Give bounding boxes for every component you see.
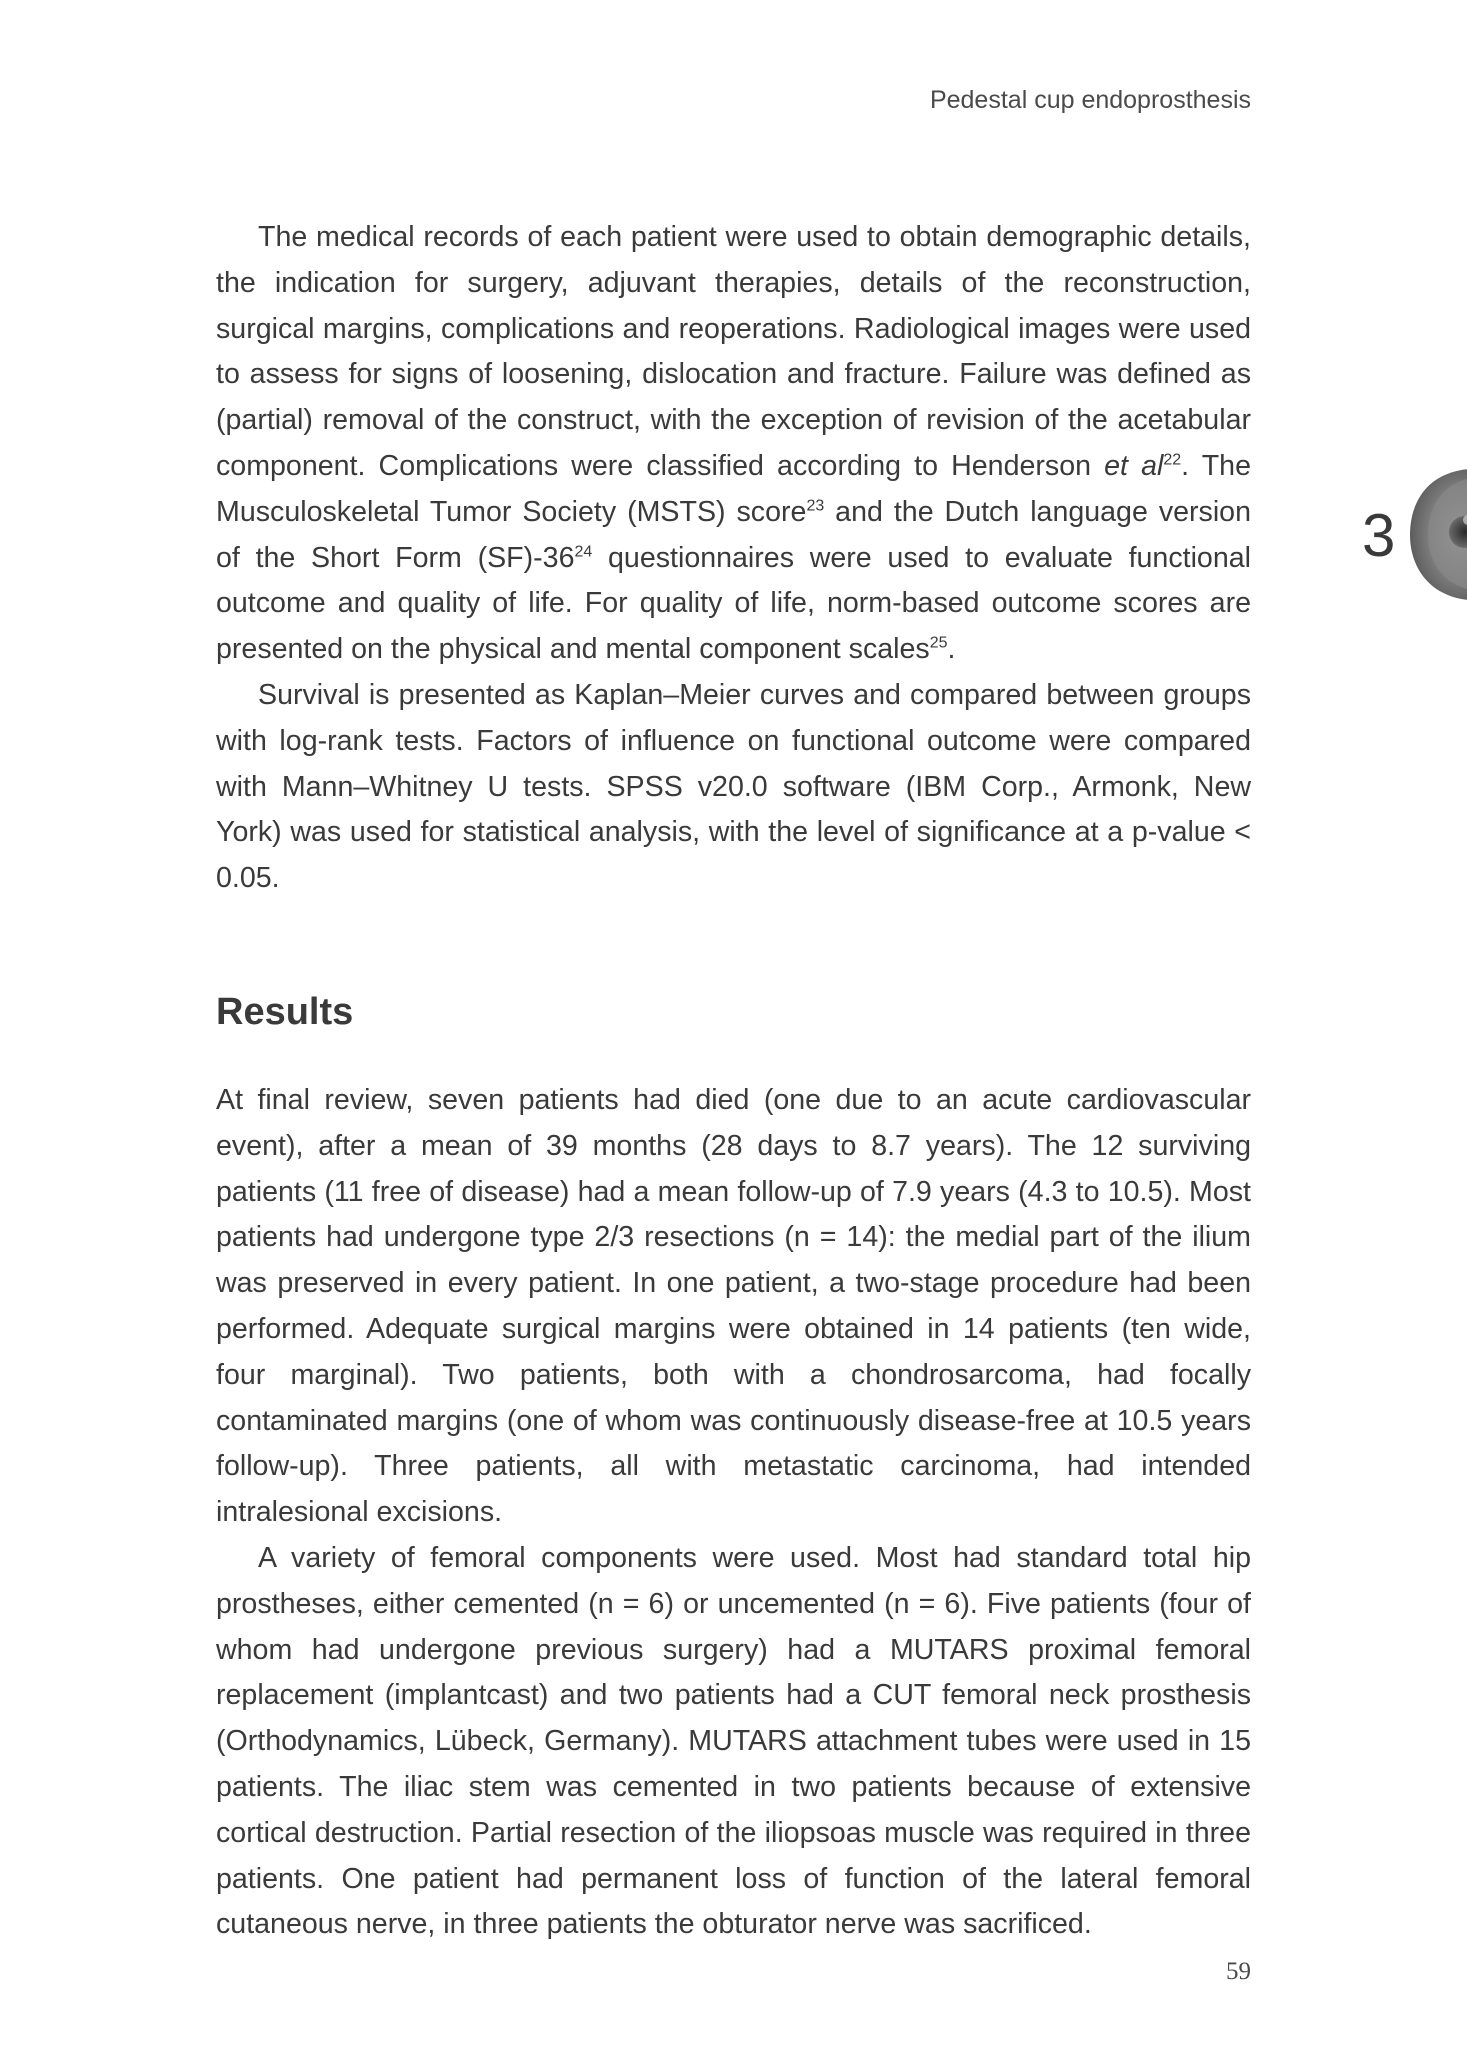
results-heading: Results [216, 990, 354, 1033]
running-header: Pedestal cup endoprosthesis [929, 86, 1251, 114]
reference-24: 24 [574, 543, 593, 561]
methods-paragraph-1: The medical records of each patient were used to obtain demographic details, the indication for surgery, adjuvant therapies, details of the reconstruction, surgical margins, complications and reoperations. Radiological images were used to assess for signs of loosening, dislocation and fracture. Failure was defined as (partial) removal of the construct, with the exception of revision of the acetabular component. Complications were classified according to Henderson et $al^{22}$. The Musculoskeletal Tumor Society (MSTS) score$^{23}$ and the Dutch language version of the Short Form $(SF)-36^{24}$ questionnaires were used to evaluate functional outcome and quality of life. For quality of life, norm-based outcome scores are presented on the physical and mental component scales$^{25}$. [216, 221, 1251, 666]
methods-paragraph-2: Survival is presented as Kaplan–Meier curves and compared between groups with log-rank tests. Factors of influence on functional outcome were compared with Mann–Whitney U tests. SPSS v20.0 software (IBM Corp., Armonk, New York) was used for statistical analysis, with the level of significance at a p-value < 0.05. [216, 678, 1251, 895]
results-paragraph-1: At final review, seven patients had died (one due to an acute cardiovascular event), after a mean of 39 months (28 days to 8.7 years). The 12 surviving patients (11 free of disease) had a mean follow-up of 7.9 years (4.3 to 10.5). Most patients had undergone type 2/3 resections (n = 14): the medial part of the ilium was preserved in every patient. In one patient, a two-stage procedure had been performed. Adequate surgical margins were obtained in 14 patients (ten wide, four marginal). Two patients, both with a chondrosarcoma, had focally contaminated margins (one of whom was continuously disease-free at 10.5 years follow-up). Three patients, all with metastatic carcinoma, had intended intralesional excisions. [216, 1083, 1251, 1529]
reference-23: 23 [806, 497, 825, 515]
chapter-number: 3 [1362, 502, 1396, 569]
page-number: 59 [1226, 1958, 1251, 1985]
et-al-italic: et al [1104, 449, 1164, 482]
page-body [216, 215, 1251, 1948]
results-paragraph-2: A variety of femoral components were used. Most had standard total hip prostheses, either cemented (n = 6) or uncemented (n = 6). Five patients (four of whom had undergone previous surgery) had a MUTARS proximal femoral replacement (implantcast) and two patients had a CUT femoral neck prosthesis (Orthodynamics, Lübeck, Germany). MUTARS attachment tubes were used in 15 patients. The iliac stem was cemented in two patients because of extensive cortical destruction. Partial resection of the iliopsoas muscle was required in three patients. One patient had permanent loss of function of the lateral femoral cutaneous nerve, in three patients the obturator nerve was sacrificed. [216, 1541, 1251, 1941]
reference-22: 22 [1163, 451, 1182, 469]
reference-25: 25 [929, 634, 948, 652]
